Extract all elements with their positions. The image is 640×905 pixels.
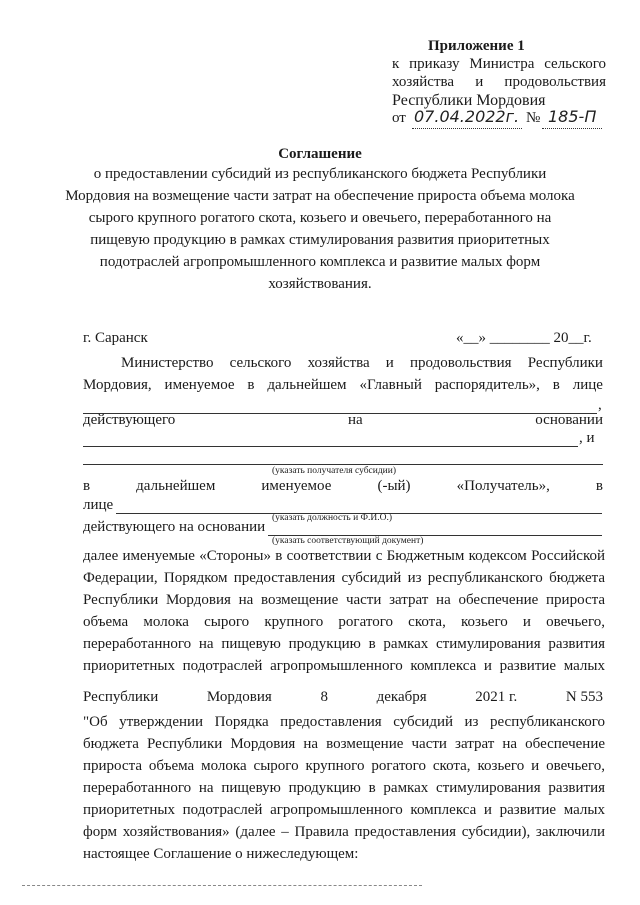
caption-position: (указать должность и Ф.И.О.) [272, 513, 393, 523]
intro-line-2 [83, 377, 603, 394]
appendix-word: продовольствия [504, 74, 606, 90]
intro-comma: , [598, 397, 602, 413]
date-template: «__» ________ 20__г. [456, 330, 592, 346]
appendix-date-line [392, 107, 606, 127]
appendix-from-label: от [392, 110, 406, 126]
intro-word: в [247, 377, 255, 393]
body-paragraph-part-1: далее именуемые «Стороны» в соответствии с Бюджетным кодексом Российской Федерации, Порядком предоставления субсидий из республиканского бюджета Республики Мордовия на возмещение части затрат на обеспечение прироста объема молока сырого крупного рогатого скота, козьего и овечьего, переработанного на пищевую продукцию в рамках стимулирования развития приоритетных подотраслей агропромышленного комплекса и развитие малых [83, 548, 605, 674]
intro-word: дальнейшем [136, 478, 216, 494]
body-word: Республики [83, 689, 159, 705]
intro-word: основании [535, 412, 603, 428]
caption-document: (указать соответствующий документ) [272, 536, 424, 546]
intro-word: Мордовия, [83, 377, 152, 393]
intro-line-7-label: лице [83, 497, 114, 513]
blank-line [83, 446, 578, 447]
intro-line-6 [83, 478, 603, 495]
handwritten-date: 07.04.2022г. [414, 107, 520, 126]
document-subtitle: о предоставлении субсидий из республиканского бюджета Республики Мордовия на возмещение части затрат на обеспечение прироста объема молока сырого крупного рогатого скота, козьего и овечьего, переработанного на пищевую продукцию в рамках стимулирования развития приоритетных подотраслей агропромышленного комплекса и развитие малых форм хозяйствования. [65, 166, 575, 292]
intro-line-1 [83, 355, 603, 372]
appendix-word: и [475, 74, 484, 90]
intro-word: Министерство [121, 355, 214, 371]
bottom-divider [22, 885, 422, 886]
intro-word: «Получатель», [456, 478, 550, 494]
body-word: 2021 г. [475, 689, 518, 705]
appendix-word: Министра [469, 56, 535, 72]
appendix-word: к [392, 56, 400, 72]
appendix-line-3: Республики Мордовия [392, 92, 546, 109]
intro-word: действующего [83, 412, 176, 428]
intro-line-8-label: действующего на основании [83, 519, 266, 535]
intro-word: сельского [229, 355, 292, 371]
intro-word: продовольствия [409, 355, 512, 371]
intro-word: именуемое [164, 377, 235, 393]
intro-word: и [385, 355, 394, 371]
body-word: N 553 [565, 689, 603, 705]
appendix-line-1 [392, 56, 606, 73]
intro-word: в [83, 478, 91, 494]
intro-word: в [595, 478, 603, 494]
body-paragraph-part-2: "Об утверждении Порядка предоставления субсидий из республиканского бюджета Республики Мордовия на возмещение части затрат на обеспечение прироста объема молока сырого крупного рогатого скота, козьего и овечьего, переработанного на пищевую продукцию в рамках стимулирования развития приоритетных подотраслей агропромышленного комплекса и развитие малых форм хозяйствования» (далее – Правила предоставления субсидии), заключили настоящее Соглашение о нижеследующем: [83, 714, 605, 862]
intro-word: дальнейшем [267, 377, 347, 393]
appendix-word: приказу [409, 56, 460, 72]
intro-word: (-ый) [377, 478, 411, 494]
appendix-word: сельского [544, 56, 606, 72]
date-underline [412, 128, 522, 129]
appendix-word: хозяйства [392, 74, 455, 90]
intro-word: на [347, 412, 363, 428]
appendix-line-2 [392, 74, 606, 91]
intro-line-4 [83, 412, 603, 429]
handwritten-number: 185-П [548, 107, 597, 126]
body-line-decree [83, 689, 603, 706]
intro-word: хозяйства [307, 355, 370, 371]
intro-word: Республики [527, 355, 603, 371]
appendix-title: Приложение 1 [428, 38, 525, 54]
place: г. Саранск [83, 330, 148, 346]
body-word: 8 [320, 689, 328, 705]
intro-and: , и [579, 430, 595, 446]
caption-recipient: (указать получателя субсидии) [272, 466, 397, 476]
intro-word: распорядитель», [434, 377, 540, 393]
blank-line [83, 464, 603, 465]
number-underline [542, 128, 602, 129]
body-word: Мордовия [206, 689, 272, 705]
intro-word: именуемое [261, 478, 332, 494]
body-word: декабря [376, 689, 427, 705]
intro-word: «Главный [359, 377, 422, 393]
document-title: Соглашение [278, 146, 362, 162]
intro-word: лице [572, 377, 603, 393]
appendix-number-label: № [526, 110, 541, 126]
intro-word: в [552, 377, 560, 393]
